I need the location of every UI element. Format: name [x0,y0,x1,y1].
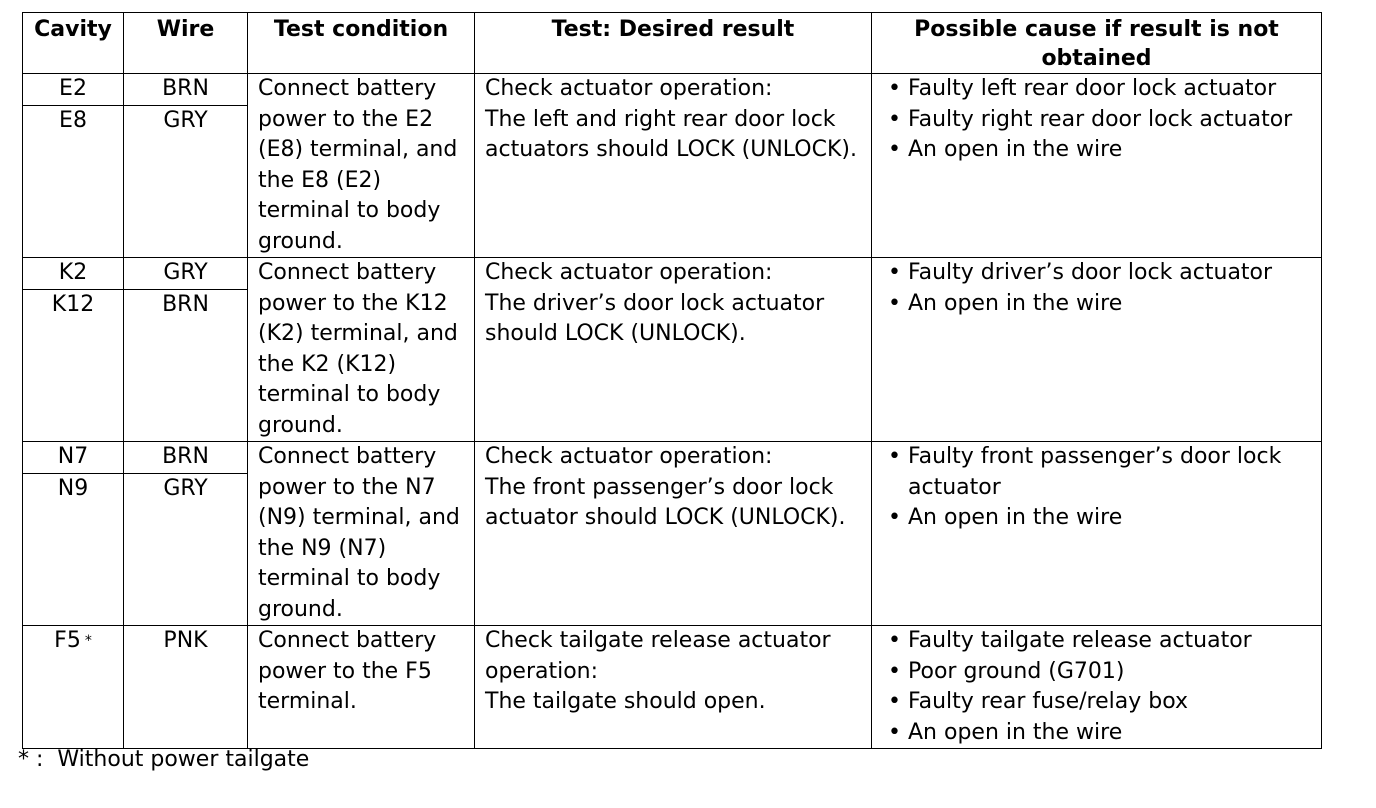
result-body: The tailgate should open. [485,689,766,714]
footnote-colon: : [29,747,58,772]
result-body: The front passenger’s door lock actuator should LOCK (UNLOCK). [485,474,846,530]
footnote-mark: * [84,633,92,649]
wire-cell: GRY [124,105,248,257]
desired-result-cell [475,626,872,749]
possible-cause-cell [872,258,1322,442]
cause-item: • Poor ground (G701) [882,657,1311,688]
result-title: Check tailgate release actuator operation: [485,628,831,684]
cavity-cell: K12 [23,289,124,441]
test-condition-cell: Connect battery power to the E2 (E8) terminal, and the E8 (E2) terminal to body ground. [248,74,475,258]
cause-list [882,74,1311,166]
wire-cell: GRY [124,473,248,625]
desired-result-cell [475,442,872,626]
test-condition-cell: Connect battery power to the N7 (N9) terminal, and the N9 (N7) terminal to body ground. [248,442,475,626]
cause-item: • Faulty tailgate release actuator [882,626,1311,657]
cavity-cell [23,626,124,749]
test-condition-cell: Connect battery power to the F5 terminal. [248,626,475,749]
wire-cell: BRN [124,442,248,474]
possible-cause-cell [872,626,1322,749]
header-test-condition: Test condition [248,13,475,74]
header-row [23,13,1322,74]
result-title: Check actuator operation: [485,76,773,101]
table-row [23,442,1322,474]
cause-item: • An open in the wire [882,718,1311,749]
cause-item: • An open in the wire [882,135,1311,166]
wire-cell: BRN [124,74,248,106]
header-wire: Wire [124,13,248,74]
cavity-cell: E8 [23,105,124,257]
cause-item: • Faulty rear fuse/relay box [882,687,1311,718]
diagnosis-table [22,12,1322,749]
cause-item: • An open in the wire [882,289,1311,320]
possible-cause-cell [872,74,1322,258]
desired-result-cell [475,258,872,442]
cavity-cell: N9 [23,473,124,625]
wire-cell: PNK [124,626,248,749]
header-possible-cause: Possible cause if result is not obtained [872,13,1322,74]
result-body: The left and right rear door lock actuators should LOCK (UNLOCK). [485,106,857,162]
cause-list [882,442,1311,534]
cause-item: • Faulty driver’s door lock actuator [882,258,1311,289]
footnote-mark: * [18,747,29,772]
desired-result-cell [475,74,872,258]
result-body: The driver’s door lock actuator should LOCK (UNLOCK). [485,290,825,346]
test-condition-cell: Connect battery power to the K12 (K2) terminal, and the K2 (K12) terminal to body ground. [248,258,475,442]
table-row [23,626,1322,749]
cause-item: • Faulty right rear door lock actuator [882,105,1311,136]
footnote [18,745,309,775]
result-title: Check actuator operation: [485,444,773,469]
header-cavity: Cavity [23,13,124,74]
cavity-cell: K2 [23,258,124,290]
footnote-text: Without power tailgate [57,747,310,772]
cause-item: • Faulty left rear door lock actuator [882,74,1311,105]
header-desired-result: Test: Desired result [475,13,872,74]
wire-cell: GRY [124,258,248,290]
cavity-cell: E2 [23,74,124,106]
result-title: Check actuator operation: [485,260,773,285]
cavity-cell: N7 [23,442,124,474]
table-row [23,74,1322,106]
cause-item: • An open in the wire [882,503,1311,534]
wire-cell: BRN [124,289,248,441]
cause-item: • Faulty front passenger’s door lock actuator [882,442,1311,503]
possible-cause-cell [872,442,1322,626]
cause-list [882,258,1311,319]
table-row [23,258,1322,290]
cause-list [882,626,1311,748]
cavity-value: F5 [54,628,81,653]
